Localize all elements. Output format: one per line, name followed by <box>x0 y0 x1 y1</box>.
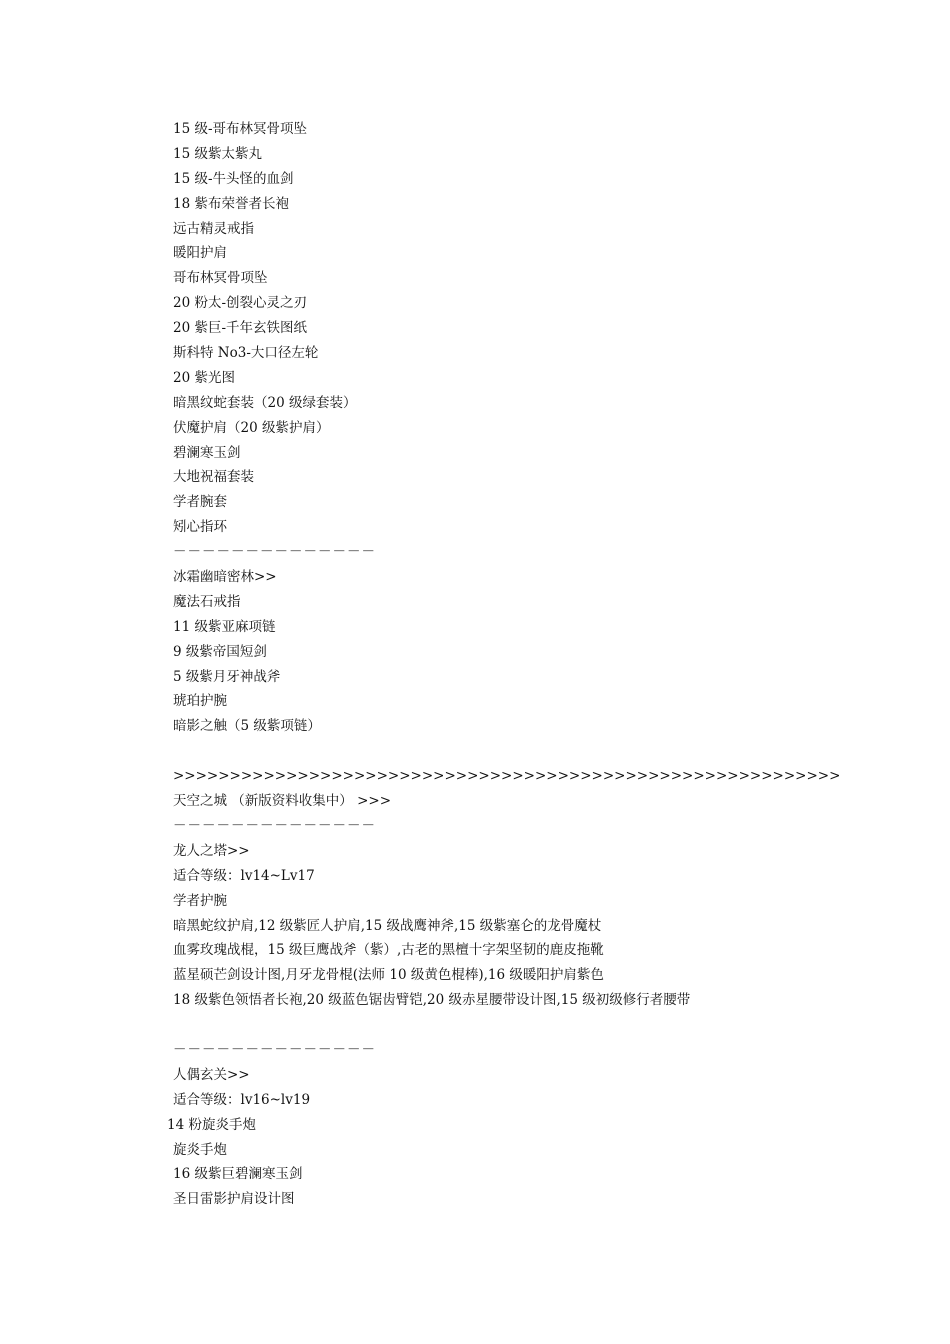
level-range: 适合等级：lv16~lv19 <box>173 1091 311 1108</box>
section-heading: 天空之城 （新版资料收集中） >>> <box>173 793 392 810</box>
level-range: 适合等级：lv14~Lv17 <box>173 867 315 884</box>
item-list-1 <box>173 117 893 565</box>
list-item: 斯科特 No3-大口径左轮 <box>173 345 319 362</box>
list-item: 暗黑纹蛇套装（20 级绿套装） <box>173 394 357 411</box>
list-item: 15 级-哥布林冥骨项坠 <box>173 121 308 137</box>
section-heading: 人偶玄关>> <box>173 1066 250 1083</box>
list-item: 暗影之触（5 级紫项链） <box>173 718 321 735</box>
spacer <box>173 739 893 764</box>
list-item: 矧心指环 <box>173 519 227 536</box>
dungeon-section-puppet-hall <box>167 1038 893 1212</box>
document-content <box>167 117 893 1212</box>
list-item: 远古精灵戒指 <box>173 220 254 237</box>
list-item: 琥珀护腕 <box>173 693 227 710</box>
arrow-divider: >>>>>>>>>>>>>>>>>>>>>>>>>>>>>>>>>>>>>>>>>>>>>>>>>>>>>>>>>>> <box>173 768 841 785</box>
list-item: 伏魔护肩（20 级紫护肩） <box>173 419 330 436</box>
list-item: 血雾玫瑰战棍，15 级巨鹰战斧（紫）,古老的黑檀十字架坚韧的鹿皮拖靴 <box>173 942 604 959</box>
list-item: 15 级紫太紫丸 <box>173 145 262 162</box>
list-item: 18 级紫色领悟者长袍,20 级蓝色锯齿臂铠,20 级赤星腰带设计图,15 级初级修行者腰带 <box>173 992 691 1009</box>
list-item: 15 级-牛头怪的血剑 <box>173 170 294 187</box>
separator-line: －－－－－－－－－－－－－－ <box>173 544 376 561</box>
list-item: 魔法石戒指 <box>173 593 241 610</box>
list-item: 14 粉旋炎手炮 <box>167 1116 256 1133</box>
dungeon-section-sky-city <box>173 764 893 839</box>
section-heading: 龙人之塔>> <box>173 842 250 859</box>
separator-line: －－－－－－－－－－－－－－ <box>173 817 376 834</box>
list-item: 哥布林冥骨项坠 <box>173 270 268 287</box>
list-item: 学者护腕 <box>173 892 227 909</box>
separator-line: －－－－－－－－－－－－－－ <box>173 1041 376 1058</box>
list-item: 圣日雷影护肩设计图 <box>173 1191 295 1208</box>
list-item: 5 级紫月牙神战斧 <box>173 668 281 685</box>
spacer <box>173 1013 893 1038</box>
dungeon-section-dragon-tower <box>173 839 893 1013</box>
list-item: 20 紫光图 <box>173 369 235 386</box>
list-item: 碧澜寒玉剑 <box>173 444 241 461</box>
list-item: 暖阳护肩 <box>173 245 227 262</box>
list-item: 16 级紫巨碧澜寒玉剑 <box>173 1166 303 1183</box>
list-item: 学者腕套 <box>173 494 227 511</box>
list-item: 旋炎手炮 <box>173 1141 227 1158</box>
list-item: 蓝星硕芒剑设计图,月牙龙骨棍(法师 10 级黄色棍棒),16 级暖阳护肩紫色 <box>173 967 604 984</box>
list-item: 暗黑蛇纹护肩,12 级紫匠人护肩,15 级战鹰神斧,15 级紫塞仑的龙骨魔杖 <box>173 917 602 934</box>
list-item: 11 级紫亚麻项链 <box>173 618 276 635</box>
list-item: 20 粉太-创裂心灵之刃 <box>173 295 308 312</box>
list-item: 18 紫布荣誉者长袍 <box>173 195 289 212</box>
dungeon-section-ice-forest <box>173 565 893 739</box>
list-item: 20 紫巨-千年玄铁图纸 <box>173 320 308 337</box>
list-item: 9 级紫帝国短剑 <box>173 643 267 660</box>
section-heading: 冰霜幽暗密林>> <box>173 569 277 586</box>
list-item: 大地祝福套装 <box>173 469 254 486</box>
